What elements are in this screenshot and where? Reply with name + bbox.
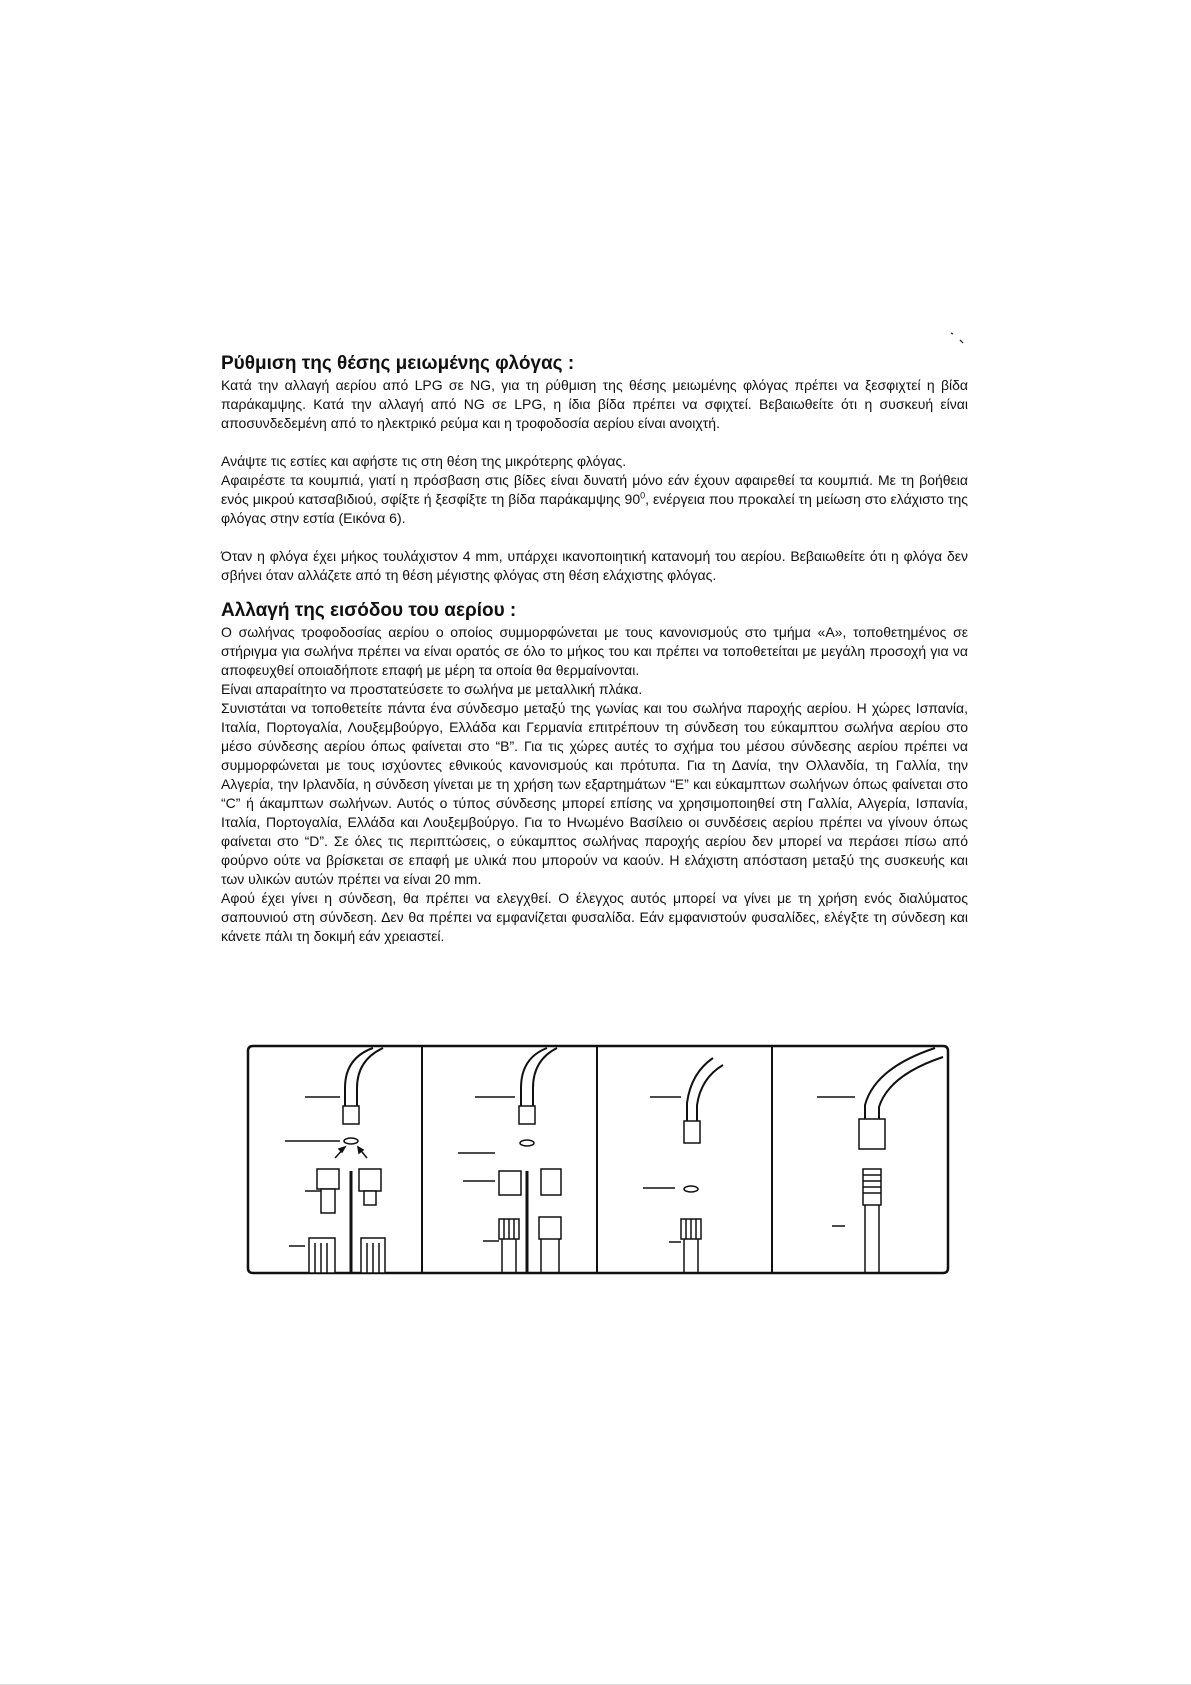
paragraph: Κατά την αλλαγή αερίου από LPG σε NG, για τη ρύθμιση της θέσης μειωμένης φλόγας πρέπει να ξεσφιχτεί η βίδα παράκαμψης. Κατά την αλλαγή από NG σε LPG, η ίδια βίδα πρέπει να σφιχτεί. Βεβαιωθείτε ότι η συσκευή είναι αποσυνδεδεμένη από το ηλεκτρικό ρεύμα και η τροφοδοσία αερίου είναι ανοιχτή. <box>221 377 968 431</box>
paragraph: Αφαιρέστε τα κουμπιά, γιατί η πρόσβαση στις βίδες είναι δυνατή μόνο εάν έχουν αφαιρεθεί τα κουμπιά. Με τη βοήθεια ενός μικρού κατσαβιδιού, σφίξτε ή ξεσφίξτε τη βίδα παράκαμψης $90^0$, ενέργεια που προκαλεί τη μείωση στο ελάχιστο της φλόγας στην εστία (Εικόνα 6). <box>221 472 968 526</box>
section-heading-reduced-flame: Ρύθμιση της θέσης μειωμένης φλόγας : <box>221 353 575 374</box>
paragraph: Όταν η φλόγα έχει μήκος τουλάχιστον 4 mm, υπάρχει ικανοποιητική κατανομή του αερίου. Βεβαιωθείτε ότι η φλόγα δεν σβήνει όταν αλλάζετε από τη θέση μέγιστης φλόγας στη θέση ελάχιστης φλόγας. <box>221 548 968 583</box>
paragraph: Αφού έχει γίνει η σύνδεση, θα πρέπει να ελεγχθεί. Ο έλεγχος αυτός μπορεί να γίνει με τη χρήση ενός διαλύματος σαπουνιού στη σύνδεση. Δεν θα πρέπει να εμφανίζεται φυσαλίδα. Εάν εμφανιστούν φυσαλίδες, ελέγξτε τη σύνδεση και κάνετε πάλι τη δοκιμή εάν χρειαστεί. <box>221 890 968 944</box>
gas-connection-diagram <box>245 1043 951 1276</box>
section-heading-gas-inlet: Αλλαγή της εισόδου του αερίου : <box>221 600 517 621</box>
paragraph: Ο σωλήνας τροφοδοσίας αερίου ο οποίος συμμορφώνεται με τους κανονισμούς στο τμήμα «Α», τοποθετημένος σε στήριγμα για σωλήνα πρέπει να είναι ορατός σε όλο το μήκος του και πρέπει να τοποθετείται με μεγάλη προσοχή για να αποφευχθεί οποιαδήποτε επαφή με μέρη τα οποία θα θερμαίνονται. <box>221 624 968 678</box>
document-body <box>221 352 968 946</box>
panel-a <box>285 1048 385 1273</box>
panel-c <box>643 1058 723 1273</box>
panel-b <box>458 1048 561 1273</box>
paragraph: Ανάψτε τις εστίες και αφήστε τις στη θέση της μικρότερης φλόγας. <box>221 453 627 469</box>
paragraph: Συνιστάται να τοποθετείτε πάντα ένα σύνδεσμο μεταξύ της γωνίας και του σωλήνα παροχής αερίου. Η χώρες Ισπανία, Ιταλία, Πορτογαλία, Λουξεμβούργο, Ελλάδα και Γερμανία επιτρέπουν τη σύνδεση του εύκαμπτου σωλήνα αερίου στο μέσο σύνδεσης αερίου όπως φαίνεται στο “B”. Για τις χώρες αυτές το σχήμα του μέσου σύνδεσης αερίου πρέπει να συμμορφώνεται με τους ισχύοντες εθνικούς κανονισμούς και πρότυπα. Για τη Δανία, την Ολλανδία, τη Γαλλία, την Αλγερία, την Ιρλανδία, η σύνδεση γίνεται με τη χρήση των εξαρτημάτων “E” και εύκαμπτων σωλήνων όπως φαίνεται στο “C” ή άκαμπτων σωλήνων. Αυτός ο τύπος σύνδεσης μπορεί επίσης να χρησιμοποιηθεί στη Γαλλία, Αλγερία, Ισπανία, Ιταλία, Πορτογαλία, Ελλάδα και Λουξεμβούργο. Για το Ηνωμένο Βασίλειο οι συνδέσεις αερίου πρέπει να γίνουν όπως φαίνεται στο “D”. Σε όλες τις περιπτώσεις, ο εύκαμπτος σωλήνας παροχής αερίου δεν μπορεί να περάσει πίσω από φούρνο ούτε να βρίσκεται σε επαφή με υλικά που μπορούν να καούν. Η ελάχιστη απόσταση μεταξύ της συσκευής και των υλικών αυτών πρέπει να είναι 20 mm. <box>221 700 968 887</box>
stray-mark <box>950 332 964 344</box>
panel-d <box>817 1048 943 1273</box>
paragraph: Είναι απαραίτητο να προστατεύσετε το σωλήνα με μεταλλική πλάκα. <box>221 681 643 697</box>
